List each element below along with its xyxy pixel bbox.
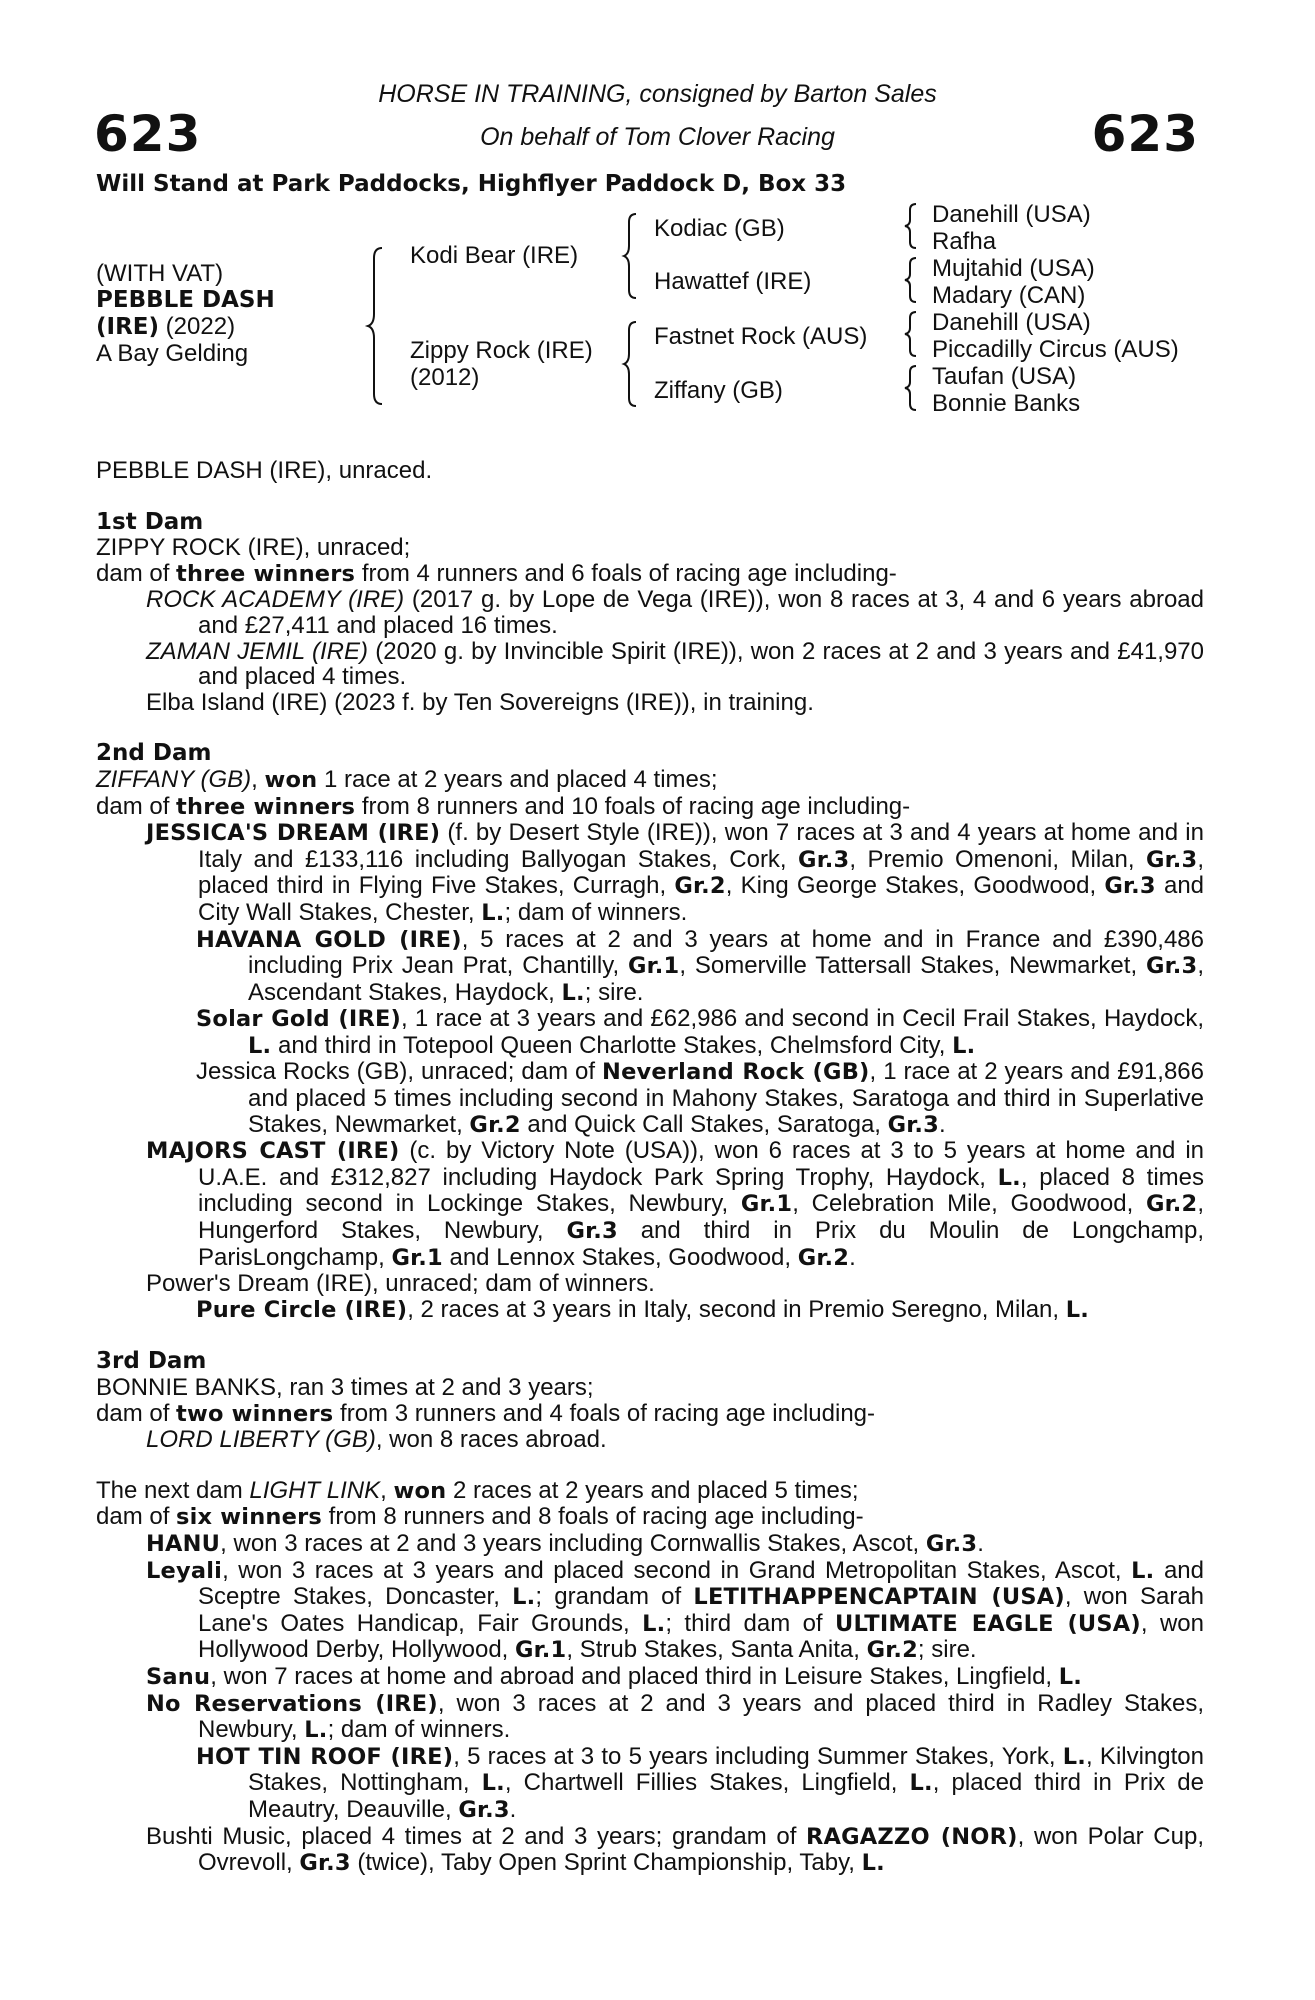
pedigree-paragraph [96,1427,1204,1453]
text-run: , Strub Stakes, Santa Anita, [566,1636,867,1664]
pedigree-gg-7: Taufan (USA) [932,363,1077,390]
bold-text: won [264,766,318,793]
bold-text: MAJORS CAST (IRE) [146,1138,400,1165]
text-run: , won 3 races at 2 and 3 years including Cornwallis Stakes, Ascot, [220,1529,926,1557]
pedigree-paragraph [96,1504,1204,1531]
text-run: (f. by Desert Style (IRE)), won 7 races at 3 and 4 years at home and in Italy and £133,116 including Ballyogan Stakes, Cork, [198,819,1204,873]
horse-description: A Bay Gelding [96,340,249,367]
text-run: (c. by Victory Note (USA)), won 6 races at 3 to 5 years at home and in U.A.E. and £312,827 including Haydock Park Spring Trophy, Haydock, [198,1137,1204,1191]
pedigree-granddam-maternal: Ziffany (GB) [654,377,783,404]
pedigree-gg-6: Piccadilly Circus (AUS) [932,336,1179,363]
bold-text: Gr.1 [740,1191,793,1218]
pedigree-paragraph [96,639,1204,690]
bold-text: won [393,1477,447,1504]
pedigree-paragraph [96,1664,1204,1691]
text-run: dam of [96,1399,177,1427]
consignment-line: HORSE IN TRAINING, consigned by Barton Sales [378,80,937,108]
pedigree-gg-5: Danehill (USA) [932,309,1091,336]
text-run: , [251,765,265,793]
bold-text: Solar Gold (IRE) [196,1006,402,1033]
pedigree-bracket-gg3 [904,308,926,360]
paragraph-gap [96,1453,1204,1478]
italic-text: LIGHT LINK [249,1476,381,1504]
text-run: (twice), Taby Open Sprint Championship, Taby, [350,1849,862,1877]
pedigree-paragraph [96,767,1204,794]
text-run: . [849,1243,856,1271]
pedigree-paragraph [96,1478,1204,1505]
paragraph-gap [96,484,1204,509]
text-run: , 1 race at 3 years and £62,986 and second in Cecil Frail Stakes, Haydock, [401,1005,1204,1033]
pedigree-dam-year: (2012) [410,364,480,391]
stand-location: Will Stand at Park Paddocks, Highflyer Paddock D, Box 33 [96,171,847,197]
bold-text: L. [248,1032,272,1059]
pedigree-paragraph [96,820,1204,926]
bold-text: L. [1065,1296,1090,1323]
text-run: . [509,1795,517,1823]
bold-text: RAGAZZO (NOR) [806,1823,1018,1850]
bold-text: L. [642,1610,666,1637]
text-run: 1 race at 2 years and placed 4 times; [317,765,718,793]
vat-note: (WITH VAT) [96,260,224,287]
pedigree-paragraph [96,794,1204,821]
pedigree-bracket-gg4 [904,362,926,414]
lot-number-right: 623 [1091,105,1199,163]
text-run: PEBBLE DASH (IRE), unraced. [96,457,433,484]
bold-text: L. [1058,1663,1083,1690]
text-run: , 5 races at 3 to 5 years including Summer Stakes, York, [453,1742,1063,1770]
pedigree-paragraph [96,1297,1204,1324]
horse-country-year [96,313,235,341]
horse-name: PEBBLE DASH [96,287,275,313]
bold-text: L. [481,1770,505,1797]
italic-text: ROCK ACADEMY (IRE) [146,586,405,614]
pedigree-paragraph [96,509,1204,536]
pedigree-paragraph [96,1271,1204,1297]
paragraph-gap [96,715,1204,740]
text-run: , Chartwell Fillies Stakes, Lingfield, [504,1769,910,1797]
bold-text: Gr.2 [866,1637,918,1664]
bold-text: Sanu [146,1663,211,1690]
text-run: Jessica Rocks (GB), unraced; dam of [196,1058,603,1086]
text-run: and Quick Call Stakes, Saratoga, [520,1110,888,1138]
pedigree-dam: Zippy Rock (IRE) [410,337,593,364]
pedigree-paragraph [96,561,1204,588]
pedigree-paragraph [96,690,1204,716]
paragraph-gap [96,1323,1204,1348]
text-run: , placed third in Prix de Meautry, Deauville, [248,1769,1204,1823]
pedigree-gg-2: Rafha [932,228,997,255]
bold-text: ULTIMATE EAGLE (USA) [835,1610,1141,1637]
section-heading: 3rd Dam [96,1348,207,1375]
pedigree-paragraph [96,458,1204,484]
text-run: and Lennox Stakes, Goodwood, [442,1243,798,1271]
pedigree-notes [96,458,1204,1877]
bold-text: Gr.3 [458,1796,510,1823]
pedigree-paragraph [96,740,1204,767]
text-run: , won 3 races at 3 years and placed second in Grand Metropolitan Stakes, Ascot, [222,1556,1132,1584]
italic-text: ZIFFANY (GB) [96,765,252,793]
bold-text: Gr.2 [797,1244,850,1271]
text-run: and Sceptre Stakes, Doncaster, [198,1556,1204,1611]
text-run: , won Hollywood Derby, Hollywood, [198,1609,1204,1664]
bold-text: three winners [176,793,356,820]
italic-text: ZAMAN JEMIL (IRE) [146,637,369,665]
pedigree-paragraph [96,1059,1204,1138]
bold-text: L. [909,1770,933,1797]
bold-text: Gr.2 [1145,1191,1198,1218]
bold-text: HAVANA GOLD (IRE) [196,926,462,953]
text-run: , Kilvington Stakes, Nottingham, [248,1742,1204,1797]
text-run: dam of [96,559,177,587]
pedigree-paragraph [96,1348,1204,1375]
pedigree-gg-1: Danehill (USA) [932,201,1091,228]
bold-text: HOT TIN ROOF (IRE) [196,1743,454,1770]
text-run: and third in Prix du Moulin de Longchamp, ParisLongchamp, [198,1217,1204,1271]
text-run: ; dam of winners. [504,898,688,926]
text-run: . [938,1110,946,1138]
vendor-line: On behalf of Tom Clover Racing [480,123,835,151]
pedigree-bracket-sire [624,210,648,300]
pedigree-granddam-paternal: Hawattef (IRE) [654,268,812,295]
text-run: (2020 g. by Invincible Spirit (IRE)), won 2 races at 2 and 3 years and £41,970 and placed 4 times. [198,637,1204,691]
pedigree-paragraph [96,1531,1204,1558]
bold-text: Gr.3 [1145,953,1198,980]
bold-text: Gr.3 [1145,846,1198,873]
bold-text: Gr.2 [674,873,726,900]
bold-text: Gr.1 [627,953,680,980]
text-run: BONNIE BANKS, ran 3 times at 2 and 3 years; [96,1374,594,1401]
bold-text: L. [304,1717,328,1744]
text-run: , placed 8 times including second in Lockinge Stakes, Newbury, [198,1163,1204,1218]
pedigree-bracket-gg2 [904,254,926,306]
text-run: , won Polar Cup, Ovrevoll, [198,1822,1204,1877]
bold-text: six winners [176,1504,322,1531]
text-run: and third in Totepool Queen Charlotte Stakes, Chelmsford City, [271,1031,953,1059]
pedigree-bracket-dam [624,318,648,408]
text-run: ZIPPY ROCK (IRE), unraced; [96,534,411,562]
bold-text: Gr.1 [515,1637,567,1664]
bold-text: Gr.3 [798,846,850,873]
bold-text: Gr.2 [469,1111,521,1138]
text-run: , Ascendant Stakes, Haydock, [248,952,1204,1006]
pedigree-paragraph [96,1375,1204,1401]
text-run: ; dam of winners. [327,1716,511,1744]
bold-text: L. [1131,1557,1155,1584]
pedigree-paragraph [96,1006,1204,1059]
text-run: , won Sarah Lane's Oates Handicap, Fair Grounds, [198,1583,1205,1637]
section-heading: 2nd Dam [96,740,212,767]
text-run: . [977,1529,984,1557]
bold-text: L. [952,1032,976,1059]
bold-text: Gr.1 [391,1244,443,1271]
text-run: from 8 runners and 8 foals of racing age including- [321,1503,864,1531]
horse-country: (IRE) [96,314,160,340]
text-run: ; sire. [584,978,644,1006]
pedigree-paragraph [96,1558,1204,1664]
pedigree-bracket-gg1 [904,200,926,252]
bold-text: HANU [146,1530,221,1557]
text-run: , Somerville Tattersall Stakes, Newmarket, [679,952,1146,980]
pedigree-sire: Kodi Bear (IRE) [410,242,579,269]
text-run: from 4 runners and 6 foals of racing age including- [355,559,897,587]
bold-text: two winners [176,1400,334,1427]
text-run: ; third dam of [665,1609,835,1637]
pedigree-paragraph [96,1824,1204,1877]
text-run: , 5 races at 2 and 3 years at home and in France and £390,486 including Prix Jean Prat, Chantilly, [248,925,1204,980]
pedigree-paragraph [96,1138,1204,1271]
pedigree-grandsire-paternal: Kodiac (GB) [654,215,785,242]
pedigree-gg-8: Bonnie Banks [932,390,1081,417]
pedigree-bracket-main [368,240,398,410]
pedigree-paragraph [96,927,1204,1007]
pedigree-paragraph [96,1691,1204,1744]
text-run: , won 7 races at home and abroad and placed third in Leisure Stakes, Lingfield, [210,1662,1059,1690]
pedigree-paragraph [96,1744,1204,1824]
pedigree-paragraph [96,587,1204,638]
pedigree-paragraph [96,535,1204,561]
text-run: , 1 race at 2 years and £91,866 and placed 5 times including second in Mahony Stakes, Saratoga and third in Superlative Stakes, Newmarket, [248,1058,1204,1138]
text-run: from 3 runners and 4 foals of racing age including- [333,1399,876,1427]
bold-text: L. [561,979,585,1006]
lot-number: 623 [94,105,202,163]
bold-text: LETITHAPPENCAPTAIN (USA) [693,1584,1065,1611]
text-run: , won 8 races abroad. [375,1426,607,1454]
text-run: ; grandam of [535,1583,694,1611]
pedigree-gg-4: Madary (CAN) [932,282,1086,309]
bold-text: L. [861,1850,885,1877]
text-run: , 2 races at 3 years in Italy, second in Premio Seregno, Milan, [407,1295,1066,1323]
text-run: The next dam [96,1476,250,1504]
bold-text: three winners [176,560,356,587]
text-run: , Hungerford Stakes, Newbury, [198,1190,1204,1245]
text-run: 2 races at 2 years and placed 5 times; [446,1476,859,1504]
bold-text: Leyali [146,1557,223,1584]
text-run: , King George Stakes, Goodwood, [725,872,1105,900]
text-run: , [380,1476,394,1504]
text-run: Elba Island (IRE) (2023 f. by Ten Sovereigns (IRE)), in training. [146,688,814,716]
text-run: and City Wall Stakes, Chester, [198,872,1205,926]
text-run: , Premio Omenoni, Milan, [849,845,1146,873]
text-run: , won 3 races at 2 and 3 years and placed third in Radley Stakes, Newbury, [198,1689,1204,1744]
bold-text: Pure Circle (IRE) [196,1296,408,1323]
text-run: (2017 g. by Lope de Vega (IRE)), won 8 races at 3, 4 and 6 years abroad and £27,411 and placed 16 times. [198,586,1204,639]
bold-text: No Reservations (IRE) [146,1690,438,1717]
section-heading: 1st Dam [96,508,204,535]
bold-text: Gr.3 [299,1850,351,1877]
pedigree-gg-3: Mujtahid (USA) [932,255,1095,282]
text-run: dam of [96,792,177,820]
pedigree-grandsire-maternal: Fastnet Rock (AUS) [654,323,868,350]
pedigree-paragraph [96,1401,1204,1428]
text-run: , Celebration Mile, Goodwood, [792,1190,1146,1218]
bold-text: Gr.3 [566,1218,618,1245]
bold-text: L. [1062,1743,1087,1770]
text-run: , placed third in Flying Five Stakes, Curragh, [198,845,1204,900]
bold-text: Gr.3 [925,1530,978,1557]
bold-text: Neverland Rock (GB) [602,1059,870,1086]
bold-text: Gr.3 [887,1111,939,1138]
bold-text: L. [481,899,505,926]
text-run: from 8 runners and 10 foals of racing age including- [355,792,911,820]
bold-text: Gr.3 [1104,873,1156,900]
text-run: Bushti Music, placed 4 times at 2 and 3 years; grandam of [146,1822,806,1850]
bold-text: JESSICA'S DREAM (IRE) [146,820,441,847]
text-run: dam of [96,1503,177,1531]
horse-year: (2022) [159,313,236,340]
text-run: Power's Dream (IRE), unraced; dam of winners. [146,1270,655,1298]
text-run: ; sire. [917,1636,977,1664]
bold-text: L. [512,1584,536,1611]
italic-text: LORD LIBERTY (GB) [146,1426,376,1454]
bold-text: L. [997,1164,1021,1191]
